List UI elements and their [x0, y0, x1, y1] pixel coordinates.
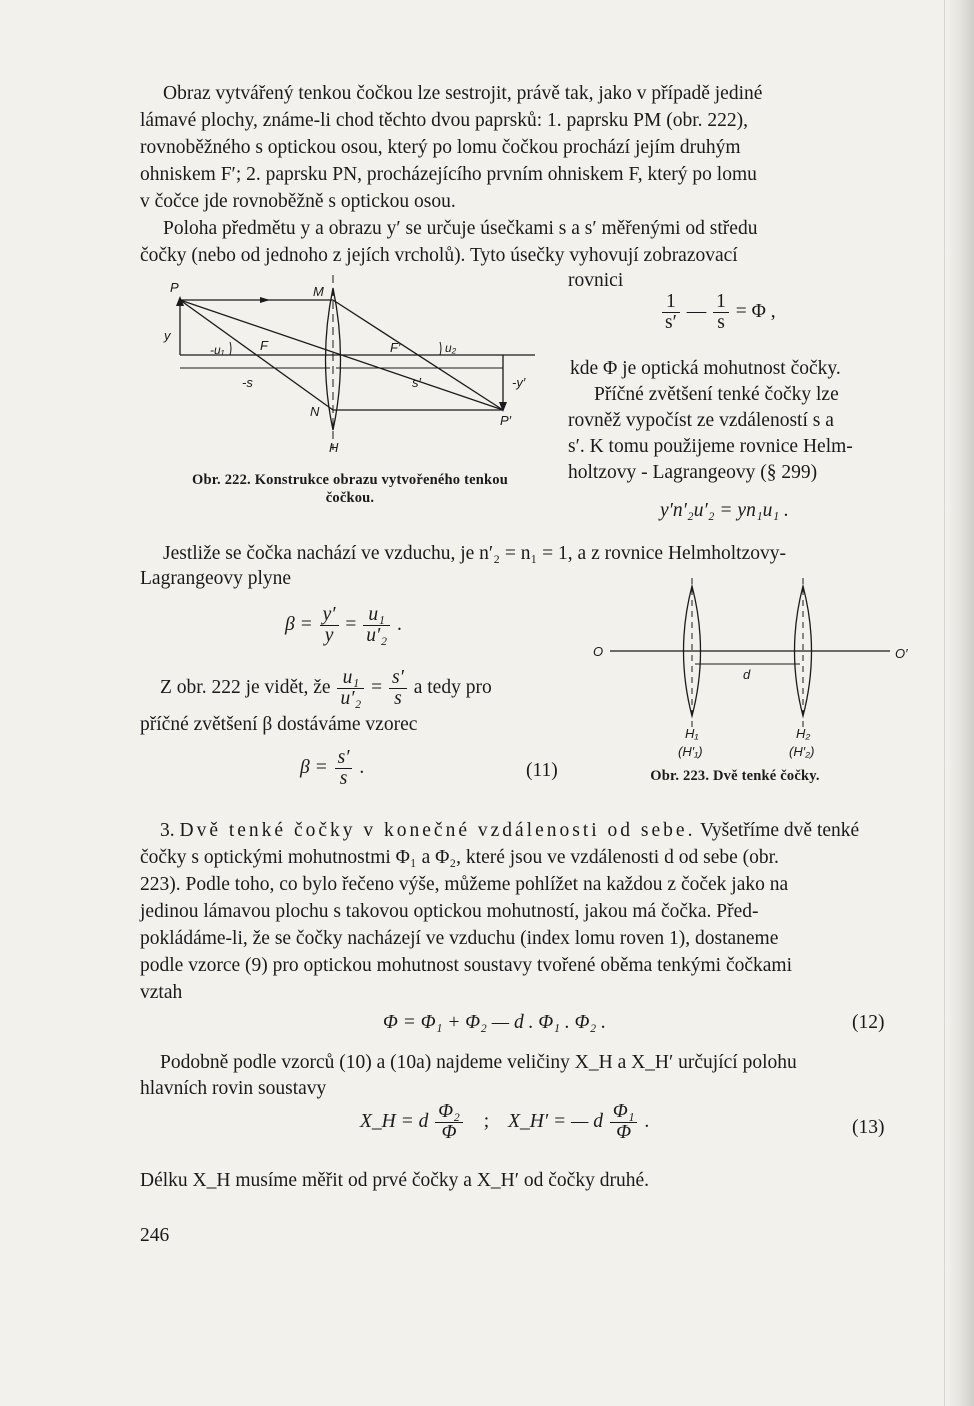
- section-3-line-7: vztah: [140, 982, 183, 1003]
- intro-line-1: Obraz vytvářený tenkou čočkou lze sestrojit, právě tak, jako v případě jediné: [163, 83, 763, 104]
- equation-number-12: (12): [852, 1012, 885, 1033]
- equation-rhs: = Φ ,: [735, 300, 776, 322]
- from-figure-line-2: příčné zvětšení β dostáváme vzorec: [140, 714, 418, 735]
- numerator: s′: [389, 668, 407, 689]
- section-3-line-3: 223). Podle toho, co bylo řečeno výše, můžeme pohlížet na každou z čoček jako na: [140, 874, 789, 895]
- denominator: u′₂: [366, 625, 388, 646]
- intro-line-5: v čočce jde rovnoběžně s optickou osou.: [140, 191, 456, 212]
- section-heading: Dvě tenké čočky v konečné vzdálenosti od sebe.: [179, 820, 696, 841]
- numerator: 1: [662, 292, 680, 313]
- figure-223-caption: Obr. 223. Dvě tenké čočky.: [650, 768, 820, 784]
- xhprime-lhs: X_H′ = — d: [508, 1110, 603, 1132]
- sentence-start: Z obr. 222 je vidět, že: [160, 676, 331, 698]
- label-M: M: [313, 284, 324, 299]
- intro-line-2: lámavé plochy, známe-li chod těchto dvou paprsků: 1. paprsku PM (obr. 222),: [140, 110, 748, 131]
- label-H1prime: (H′₁): [678, 744, 703, 759]
- numerator: s′: [335, 748, 353, 769]
- denominator: Φ: [616, 1122, 632, 1143]
- equation-12: Φ = Φ₁ + Φ₂ — d . Φ₁ . Φ₂ .: [383, 1012, 606, 1033]
- figure-223-two-lenses: [585, 578, 915, 768]
- numerator: u₁: [337, 668, 364, 689]
- air-line-1: Jestliže se čočka nachází ve vzduchu, je n′₂ = n₁ = 1, a z rovnice Helmholtzovy-: [163, 543, 787, 564]
- right-line-1: kde Φ je optická mohutnost čočky.: [570, 358, 841, 379]
- label-H1: H₁: [685, 726, 699, 741]
- air-line-2: Lagrangeovy plyne: [140, 568, 292, 589]
- caption-line-1: Obr. 222. Konstrukce obrazu vytvořeného tenkou: [192, 472, 508, 488]
- label-s: -s: [242, 375, 253, 390]
- label-Fprime: F′: [390, 340, 401, 355]
- label-u1: -u₁: [210, 343, 225, 357]
- section-line-1-rest: Vyšetříme dvě tenké: [699, 820, 860, 841]
- position-line-3: rovnici: [568, 270, 624, 291]
- intro-line-4: ohniskem F′; 2. paprsku PN, procházejícího prvním ohniskem F, který po lomu: [140, 164, 757, 185]
- magnification-equation-2: [300, 748, 364, 789]
- denominator: s: [394, 688, 402, 709]
- fraction-1-over-s: [713, 292, 729, 333]
- label-yprime: -y′: [512, 375, 526, 390]
- magnification-equation-1: [285, 605, 402, 646]
- numerator: u₁: [363, 605, 390, 626]
- period: .: [644, 1110, 650, 1132]
- fraction-s-ratio: [389, 668, 407, 709]
- label-F: F: [260, 338, 268, 353]
- label-N: N: [310, 404, 320, 419]
- right-line-4: s′. K tomu použijeme rovnice Helm-: [568, 436, 853, 457]
- section-3-line-1: [160, 820, 859, 842]
- numerator: y′: [320, 605, 339, 626]
- right-line-5: holtzovy - Lagrangeovy (§ 299): [568, 462, 818, 483]
- page-edge-shadow: [946, 0, 974, 1406]
- denominator: y: [324, 625, 334, 646]
- label-P: P: [170, 280, 179, 295]
- fraction-u-ratio-2: [337, 668, 364, 709]
- beta-lhs: β =: [285, 613, 313, 635]
- similarly-line-2: hlavních rovin soustavy: [140, 1078, 327, 1099]
- separator: ;: [483, 1110, 490, 1132]
- closing-sentence: Délku X_H musíme měřit od prvé čočky a X_H′ od čočky druhé.: [140, 1170, 649, 1191]
- equation-number-13: (13): [852, 1117, 885, 1138]
- label-d: d: [743, 667, 751, 682]
- fraction-u-ratio: [363, 605, 390, 646]
- sentence-end: a tedy pro: [413, 676, 492, 698]
- denominator: s: [339, 768, 348, 789]
- numerator: 1: [713, 292, 729, 313]
- fraction-phi2-over-phi: [435, 1102, 463, 1143]
- equals-sign: =: [371, 676, 383, 698]
- page-number: 246: [140, 1225, 170, 1246]
- xh-lhs: X_H = d: [360, 1110, 429, 1132]
- position-line-1: Poloha předmětu y a obrazu y′ se určuje úsečkami s a s′ měřenými od středu: [163, 218, 758, 239]
- label-H2prime: (H′₂): [789, 744, 815, 759]
- label-H2: H₂: [796, 726, 811, 741]
- label-y: y: [164, 328, 171, 343]
- numerator: Φ₁: [610, 1102, 638, 1123]
- equation-13: [360, 1102, 649, 1143]
- minus-sign: —: [686, 300, 707, 322]
- fraction-y-ratio: [320, 605, 339, 646]
- numerator: Φ₂: [435, 1102, 463, 1123]
- denominator: Φ: [441, 1122, 457, 1143]
- label-u2: u₂: [445, 341, 457, 355]
- section-3-line-4: jedinou lámavou plochu s takovou optickou mohutností, jakou má čočka. Před-: [140, 901, 759, 922]
- label-sprime: s′: [412, 375, 421, 390]
- label-H: H: [329, 440, 339, 455]
- fraction-1-over-sp: [662, 292, 680, 333]
- lens-equation: [660, 292, 776, 333]
- from-figure-sentence: [160, 668, 492, 709]
- denominator: s: [717, 312, 725, 333]
- figure-222-caption: [150, 471, 550, 507]
- position-line-2: čočky (nebo od jednoho z jejích vrcholů). Tyto úsečky vyhovují zobrazovací: [140, 245, 738, 266]
- period: .: [396, 613, 402, 635]
- section-3-line-2: čočky s optickými mohutnostmi Φ₁ a Φ₂, které jsou ve vzdálenosti d od sebe (obr.: [140, 847, 779, 868]
- helmholtz-lagrange-equation: y′n′₂u′₂ = yn₁u₁ .: [660, 500, 789, 521]
- equals-sign: =: [345, 613, 357, 635]
- period: .: [359, 756, 365, 778]
- section-3-line-6: podle vzorce (9) pro optickou mohutnost soustavy tvořené oběma tenkými čočkami: [140, 955, 793, 976]
- figure-222-lens-construction: [150, 270, 550, 460]
- section-3-line-5: pokládáme-li, že se čočky nacházejí ve vzduchu (index lomu roven 1), dostaneme: [140, 928, 779, 949]
- label-Oprime: O′: [895, 646, 908, 661]
- label-Pprime: P′: [500, 413, 512, 428]
- similarly-line-1: Podobně podle vzorců (10) a (10a) najdeme veličiny X_H a X_H′ určující polohu: [160, 1052, 797, 1073]
- section-number: 3.: [160, 820, 175, 841]
- denominator: u′₂: [340, 688, 362, 709]
- fraction-phi1-over-phi: [610, 1102, 638, 1143]
- right-line-3: rovněž vypočíst ze vzdáleností s a: [568, 410, 834, 431]
- equation-number-11: (11): [526, 760, 558, 781]
- intro-line-3: rovnoběžného s optickou osou, který po lomu čočkou prochází jejím druhým: [140, 137, 741, 158]
- fraction-sp-over-s: [335, 748, 353, 789]
- denominator: s′: [665, 312, 677, 333]
- beta-lhs: β =: [300, 756, 328, 778]
- right-line-2: Příčné zvětšení tenké čočky lze: [594, 384, 839, 405]
- caption-line-2: čočkou.: [325, 490, 375, 506]
- page-edge-line: [944, 0, 945, 1406]
- label-O: O: [593, 644, 604, 659]
